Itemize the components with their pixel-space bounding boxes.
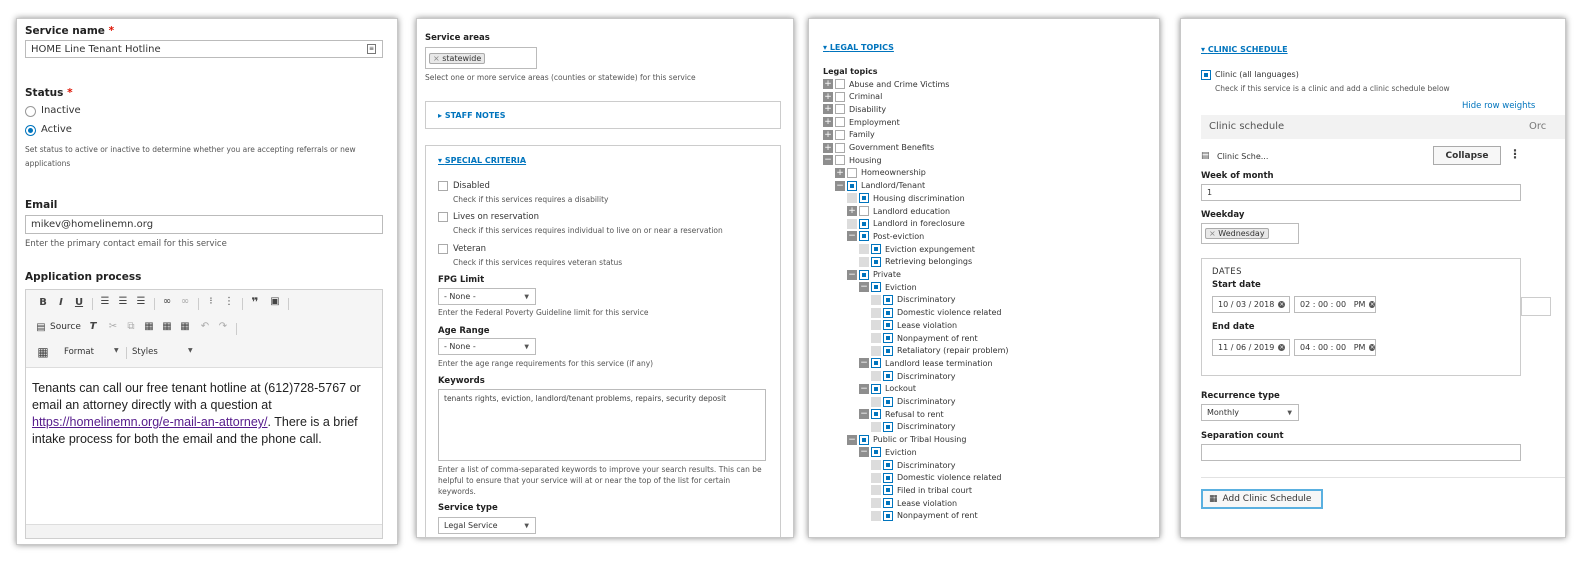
tree-checkbox[interactable]	[883, 371, 893, 381]
tree-item-label: Abuse and Crime Victims	[849, 79, 950, 89]
italic-button[interactable]: I	[59, 297, 63, 308]
tree-item-label: Retrieving belongings	[885, 257, 973, 267]
tree-checkbox[interactable]	[883, 320, 893, 330]
dates-title: DATES	[1212, 267, 1243, 277]
tree-item[interactable]	[847, 218, 965, 230]
expand-icon[interactable]: +	[824, 79, 832, 89]
service-name-input[interactable]	[25, 40, 383, 58]
source-button[interactable]: Source	[50, 322, 81, 332]
clinic-schedule-header	[1201, 115, 1566, 139]
clinic-schedule-panel	[1180, 18, 1566, 538]
redo-icon[interactable]: ↷	[218, 321, 228, 332]
tree-checkbox[interactable]	[859, 206, 869, 216]
tree-item-label: Private	[873, 270, 901, 279]
tree-item-label: Landlord in foreclosure	[873, 219, 965, 229]
legal-topics-toggle[interactable]: ▾ LEGAL TOPICS	[823, 43, 894, 52]
tree-item[interactable]	[835, 167, 926, 179]
tree-item[interactable]	[847, 434, 966, 446]
fpg-caret-icon: ▼	[524, 293, 529, 300]
tree-spacer	[871, 422, 881, 432]
weekday-tag[interactable]: × Wednesday	[1205, 228, 1269, 239]
status-active-label: Active	[41, 124, 72, 135]
tree-item-label: Nonpayment of rent	[897, 511, 978, 521]
tree-item[interactable]	[859, 357, 993, 369]
staff-notes-section[interactable]	[425, 101, 781, 129]
tree-checkbox[interactable]	[883, 511, 893, 521]
end-time-input[interactable]: 04 : 00 : 00 PM ×	[1294, 339, 1376, 356]
clinic-checkbox[interactable]	[1201, 70, 1211, 80]
service-areas-label: Service areas	[425, 33, 490, 43]
tree-item[interactable]	[823, 78, 949, 90]
disabled-help: Check if this services requires a disability	[453, 195, 609, 204]
clinic-help: Check if this service is a clinic and add a clinic schedule below	[1215, 84, 1450, 93]
expand-icon[interactable]: +	[824, 91, 832, 102]
age-range-label: Age Range	[438, 326, 490, 336]
tree-item-label: Filed in tribal court	[897, 485, 973, 495]
editor-content[interactable]: Tenants can call our free tenant hotline at (612)728-5767 or email an attorney directly with a question at https://homelinemn.org/e-mail-an-attorney/. There is a brief intake process for both the email and the phone call.	[32, 381, 361, 446]
week-of-month-input[interactable]: 1	[1201, 184, 1521, 201]
tree-item[interactable]	[847, 269, 901, 281]
tree-item-label: Employment	[849, 117, 900, 127]
bold-button[interactable]: B	[39, 297, 47, 308]
unlink-icon[interactable]: ∞	[180, 296, 190, 307]
tree-checkbox[interactable]	[835, 92, 845, 102]
reservation-label: Lives on reservation	[453, 212, 539, 222]
tree-item[interactable]	[859, 281, 917, 293]
calendar-add-icon: ▦	[1209, 494, 1218, 504]
end-date-label: End date	[1212, 322, 1255, 332]
tree-checkbox[interactable]	[871, 244, 881, 254]
fpg-limit-label: FPG Limit	[438, 275, 485, 285]
tree-item[interactable]	[871, 484, 972, 496]
tree-item[interactable]	[823, 142, 934, 154]
tree-spacer	[871, 346, 881, 356]
cut-icon[interactable]: ✂	[108, 321, 118, 332]
tree-checkbox[interactable]	[835, 143, 845, 153]
tree-item-label: Landlord education	[873, 206, 951, 216]
paste-word-icon[interactable]: ▦	[180, 321, 190, 332]
tree-item[interactable]	[871, 294, 956, 306]
tree-spacer	[871, 333, 881, 343]
hide-row-weights-link[interactable]: Hide row weights	[1462, 101, 1536, 111]
collapse-icon[interactable]: −	[860, 282, 868, 293]
tree-spacer	[859, 257, 869, 267]
tree-item-label: Family	[849, 130, 875, 140]
tree-item[interactable]	[847, 192, 965, 204]
tree-spacer	[871, 473, 881, 483]
tree-spacer	[871, 308, 881, 318]
underline-button[interactable]: U	[74, 297, 84, 308]
start-date-label: Start date	[1212, 280, 1261, 290]
tree-item-label: Lease violation	[897, 498, 958, 508]
tree-item[interactable]	[859, 256, 972, 268]
tree-spacer	[871, 460, 881, 470]
status-help-2: applications	[25, 159, 71, 168]
tree-spacer	[871, 511, 881, 521]
tree-spacer	[871, 295, 881, 305]
tree-checkbox[interactable]	[859, 231, 869, 241]
expand-icon[interactable]: +	[824, 142, 832, 153]
collapse-icon[interactable]: −	[860, 409, 868, 420]
tree-item-label: Housing	[849, 155, 882, 165]
service-areas-input[interactable]	[425, 47, 537, 69]
collapse-icon[interactable]: −	[848, 434, 856, 445]
collapse-icon[interactable]: −	[860, 447, 868, 458]
blockquote-icon[interactable]: ❞	[251, 295, 259, 309]
start-time-input[interactable]: 02 : 00 : 00 PM ×	[1294, 296, 1376, 313]
tree-checkbox[interactable]	[871, 358, 881, 368]
tree-item-label: Discriminatory	[897, 460, 956, 470]
tree-item-label: Post-eviction	[873, 231, 925, 241]
expand-icon[interactable]: +	[824, 104, 832, 115]
tree-checkbox[interactable]	[883, 346, 893, 356]
keywords-help-1: Enter a list of comma-separated keywords to improve your search results. This can be	[438, 465, 762, 474]
reservation-help: Check if this services requires individual to live on or near a reservation	[453, 226, 723, 235]
staff-notes-toggle[interactable]: ▸ STAFF NOTES	[438, 111, 506, 120]
tree-checkbox[interactable]	[883, 333, 893, 343]
fpg-help: Enter the Federal Poverty Guideline limit for this service	[438, 308, 649, 317]
tree-item[interactable]	[871, 332, 978, 344]
expand-icon[interactable]: +	[824, 129, 832, 140]
keywords-help-2: helpful to ensure that your service will at or near the top of the list for certain	[438, 476, 731, 485]
remove-format-icon[interactable]: T	[89, 321, 97, 332]
age-range-select[interactable]: - None - ▼	[438, 338, 536, 355]
status-label: Status *	[25, 87, 73, 99]
tree-item[interactable]	[847, 205, 950, 217]
status-help-1: Set status to active or inactive to determine whether you are accepting referrals or new	[25, 145, 356, 154]
tree-item[interactable]	[871, 472, 1001, 484]
tree-checkbox[interactable]	[883, 295, 893, 305]
editor-statusbar	[26, 524, 382, 538]
tree-item-label: Homeownership	[861, 168, 926, 178]
tree-checkbox[interactable]	[835, 155, 845, 165]
tree-item-label: Lockout	[885, 384, 917, 394]
service-type-select[interactable]: Legal Service ▼	[438, 517, 536, 534]
tree-checkbox[interactable]	[859, 270, 869, 280]
tree-checkbox[interactable]	[883, 498, 893, 508]
keywords-label: Keywords	[438, 376, 485, 386]
tree-item-label: Discriminatory	[897, 295, 956, 305]
tree-item[interactable]	[871, 459, 956, 471]
tree-item[interactable]	[859, 446, 917, 458]
service-type-caret-icon: ▼	[524, 522, 529, 529]
tree-item-label: Refusal to rent	[885, 409, 944, 419]
collapse-button[interactable]: Collapse	[1433, 146, 1501, 165]
separation-count-input[interactable]	[1201, 444, 1521, 461]
clear-start-date-icon[interactable]: ×	[1279, 301, 1285, 308]
tree-spacer	[871, 498, 881, 508]
tree-spacer	[847, 219, 857, 229]
service-criteria-panel	[416, 18, 794, 538]
recurrence-type-select[interactable]: Monthly ▼	[1201, 404, 1299, 421]
status-inactive-radio[interactable]	[25, 106, 36, 117]
undo-icon[interactable]: ↶	[200, 321, 210, 332]
tree-item[interactable]	[871, 307, 1001, 319]
legal-topics-panel	[808, 18, 1160, 538]
tree-item-label: Landlord lease termination	[885, 358, 993, 368]
tree-checkbox[interactable]	[883, 308, 893, 318]
format-caret-icon: ▼	[114, 347, 119, 354]
attorney-link[interactable]: https://homelinemn.org/e-mail-an-attorney/	[32, 415, 268, 429]
tree-item-label: Criminal	[849, 92, 883, 102]
tree-checkbox[interactable]	[871, 384, 881, 394]
weekday-label: Weekday	[1201, 210, 1245, 220]
email-input[interactable]	[25, 215, 383, 234]
tree-spacer	[859, 244, 869, 254]
special-criteria-toggle[interactable]: ▾ SPECIAL CRITERIA	[438, 156, 527, 165]
disabled-checkbox[interactable]	[438, 181, 448, 191]
weight-select[interactable]	[1521, 297, 1551, 316]
tree-checkbox[interactable]	[847, 168, 857, 178]
tree-item[interactable]	[823, 129, 875, 141]
format-dropdown[interactable]: Format	[64, 347, 94, 357]
copy-icon[interactable]: ⧉	[127, 321, 135, 332]
age-help: Enter the age range requirements for this service (if any)	[438, 359, 654, 368]
tree-checkbox[interactable]	[859, 219, 869, 229]
clinic-sche-label: Clinic Sche...	[1217, 152, 1269, 161]
tree-spacer	[871, 397, 881, 407]
recurrence-type-label: Recurrence type	[1201, 391, 1280, 401]
veteran-label: Veteran	[453, 244, 487, 254]
tree-spacer	[871, 485, 881, 495]
tree-checkbox[interactable]	[883, 460, 893, 470]
styles-caret-icon: ▼	[188, 347, 193, 354]
tree-item-label: Eviction	[885, 447, 917, 457]
more-options-icon[interactable]: ⋮	[1509, 147, 1521, 161]
tree-checkbox[interactable]	[835, 117, 845, 127]
email-help: Enter the primary contact email for this service	[25, 239, 227, 249]
service-type-label: Service type	[438, 503, 498, 513]
tree-checkbox[interactable]	[883, 485, 893, 495]
collapse-icon[interactable]: −	[848, 231, 856, 242]
collapse-icon[interactable]: −	[848, 269, 856, 280]
service-name-label: Service name *	[25, 25, 115, 37]
recurrence-caret-icon: ▼	[1287, 409, 1292, 416]
field-menu-icon[interactable]: ≡	[368, 45, 375, 52]
tree-checkbox[interactable]	[847, 181, 857, 191]
paste-icon[interactable]: ▦	[144, 321, 154, 332]
status-inactive-label: Inactive	[41, 105, 81, 116]
clear-end-time-icon[interactable]: ×	[1369, 344, 1375, 351]
tree-item[interactable]	[835, 180, 925, 192]
tree-item-label: Domestic violence related	[897, 473, 1002, 483]
email-label: Email	[25, 199, 58, 211]
tree-checkbox[interactable]	[835, 79, 845, 89]
tree-spacer	[871, 320, 881, 330]
tree-spacer	[847, 193, 857, 203]
tree-item[interactable]	[823, 116, 900, 128]
clear-start-time-icon[interactable]: ×	[1369, 301, 1375, 308]
tree-item[interactable]	[823, 103, 886, 115]
tree-item-label: Public or Tribal Housing	[873, 435, 967, 445]
email-value: mikev@homelinemn.org	[31, 219, 154, 230]
tree-item[interactable]	[871, 421, 956, 433]
image-icon[interactable]: ▣	[270, 296, 280, 307]
collapse-icon[interactable]: −	[824, 155, 832, 166]
tree-item-label: Disability	[849, 104, 887, 114]
clear-end-date-icon[interactable]: ×	[1279, 344, 1285, 351]
tree-item[interactable]	[871, 510, 978, 522]
tree-item[interactable]	[871, 319, 957, 331]
tree-checkbox[interactable]	[835, 130, 845, 140]
tree-item-label: Nonpayment of rent	[897, 333, 978, 343]
tree-checkbox[interactable]	[871, 409, 881, 419]
weekday-input[interactable]	[1201, 223, 1299, 244]
paste-text-icon[interactable]: ▦	[162, 321, 172, 332]
tree-checkbox[interactable]	[859, 435, 869, 445]
add-clinic-schedule-button[interactable]: ▦ Add Clinic Schedule	[1201, 489, 1323, 509]
calendar-icon: ▤	[1201, 151, 1210, 161]
collapse-icon[interactable]: −	[836, 180, 844, 191]
tree-item-label: Eviction expungement	[885, 244, 975, 254]
align-center-icon[interactable]: ☰	[118, 296, 128, 307]
tree-item-label: Lease violation	[897, 320, 958, 330]
numbered-list-icon[interactable]: ⋮	[224, 296, 234, 307]
clinic-schedule-header-text: Clinic schedule	[1209, 121, 1285, 132]
tree-checkbox[interactable]	[883, 473, 893, 483]
application-process-label: Application process	[25, 271, 142, 283]
expand-icon[interactable]: +	[836, 167, 844, 178]
tree-item[interactable]	[871, 497, 957, 509]
tree-item[interactable]	[859, 408, 944, 420]
clinic-schedule-toggle[interactable]: ▾ CLINIC SCHEDULE	[1201, 45, 1288, 54]
tree-item[interactable]	[823, 154, 882, 166]
special-criteria-section	[425, 145, 781, 538]
tree-item-label: Domestic violence related	[897, 308, 1002, 318]
separation-count-label: Separation count	[1201, 431, 1284, 441]
collapse-icon[interactable]: −	[860, 383, 868, 394]
collapse-icon[interactable]: −	[860, 358, 868, 369]
tree-item[interactable]	[871, 345, 1009, 357]
tree-item[interactable]	[823, 91, 882, 103]
link-icon[interactable]: ∞	[162, 296, 172, 307]
status-active-radio[interactable]	[25, 125, 36, 136]
service-info-panel	[16, 18, 398, 545]
divider	[1201, 477, 1566, 478]
tree-checkbox[interactable]	[871, 257, 881, 267]
tree-item[interactable]	[859, 243, 975, 255]
reservation-checkbox[interactable]	[438, 212, 448, 222]
tree-spacer	[871, 371, 881, 381]
rich-text-editor	[25, 289, 383, 539]
disabled-label: Disabled	[453, 181, 490, 191]
week-of-month-label: Week of month	[1201, 171, 1274, 181]
expand-icon[interactable]: +	[848, 206, 856, 216]
veteran-help: Check if this services requires veteran status	[453, 258, 623, 267]
tree-item-label: Housing discrimination	[873, 193, 965, 203]
styles-dropdown[interactable]: Styles	[132, 347, 158, 357]
expand-icon[interactable]: +	[824, 117, 832, 128]
keywords-textarea[interactable]: tenants rights, eviction, landlord/tenant problems, repairs, security deposit	[438, 389, 766, 461]
keywords-help-3: keywords.	[438, 487, 476, 496]
align-left-icon[interactable]: ☰	[100, 296, 110, 307]
tree-checkbox[interactable]	[835, 104, 845, 114]
tree-checkbox[interactable]	[871, 282, 881, 292]
order-header-text: Orc	[1529, 121, 1547, 132]
tree-checkbox[interactable]	[871, 447, 881, 457]
service-areas-help: Select one or more service areas (counties or statewide) for this service	[425, 73, 696, 82]
tree-item[interactable]	[871, 370, 956, 382]
tree-item-label: Government Benefits	[849, 143, 935, 152]
clinic-checkbox-label: Clinic (all languages)	[1215, 70, 1299, 79]
table-icon[interactable]: ▦	[37, 345, 49, 359]
tree-checkbox[interactable]	[883, 397, 893, 407]
editor-toolbar	[26, 290, 382, 368]
legal-topics-label: Legal topics	[823, 67, 878, 76]
tree-item-label: Discriminatory	[897, 422, 956, 432]
dates-section	[1201, 258, 1521, 376]
service-name-value: HOME Line Tenant Hotline	[31, 43, 161, 55]
service-area-tag[interactable]: × statewide	[429, 53, 485, 64]
tree-item-label: Landlord/Tenant	[861, 181, 926, 191]
tree-item-label: Discriminatory	[897, 397, 956, 406]
fpg-limit-select[interactable]: - None - ▼	[438, 288, 536, 305]
tree-item[interactable]	[847, 230, 924, 242]
tree-checkbox[interactable]	[883, 422, 893, 432]
age-caret-icon: ▼	[524, 343, 529, 350]
align-right-icon[interactable]: ☰	[136, 296, 146, 307]
tree-item-label: Eviction	[885, 282, 917, 292]
tree-item[interactable]	[859, 383, 916, 395]
tree-checkbox[interactable]	[859, 193, 869, 203]
end-date-input[interactable]: 11 / 06 / 2019 ×	[1212, 339, 1290, 356]
source-icon[interactable]: ▤	[36, 322, 46, 333]
tree-item-label: Discriminatory	[897, 371, 956, 381]
veteran-checkbox[interactable]	[438, 244, 448, 254]
start-date-input[interactable]: 10 / 03 / 2018 ×	[1212, 296, 1290, 313]
tree-item-label: Retaliatory (repair problem)	[897, 346, 1009, 356]
bulleted-list-icon[interactable]: ⁝	[209, 296, 213, 307]
tree-item[interactable]	[871, 396, 956, 408]
